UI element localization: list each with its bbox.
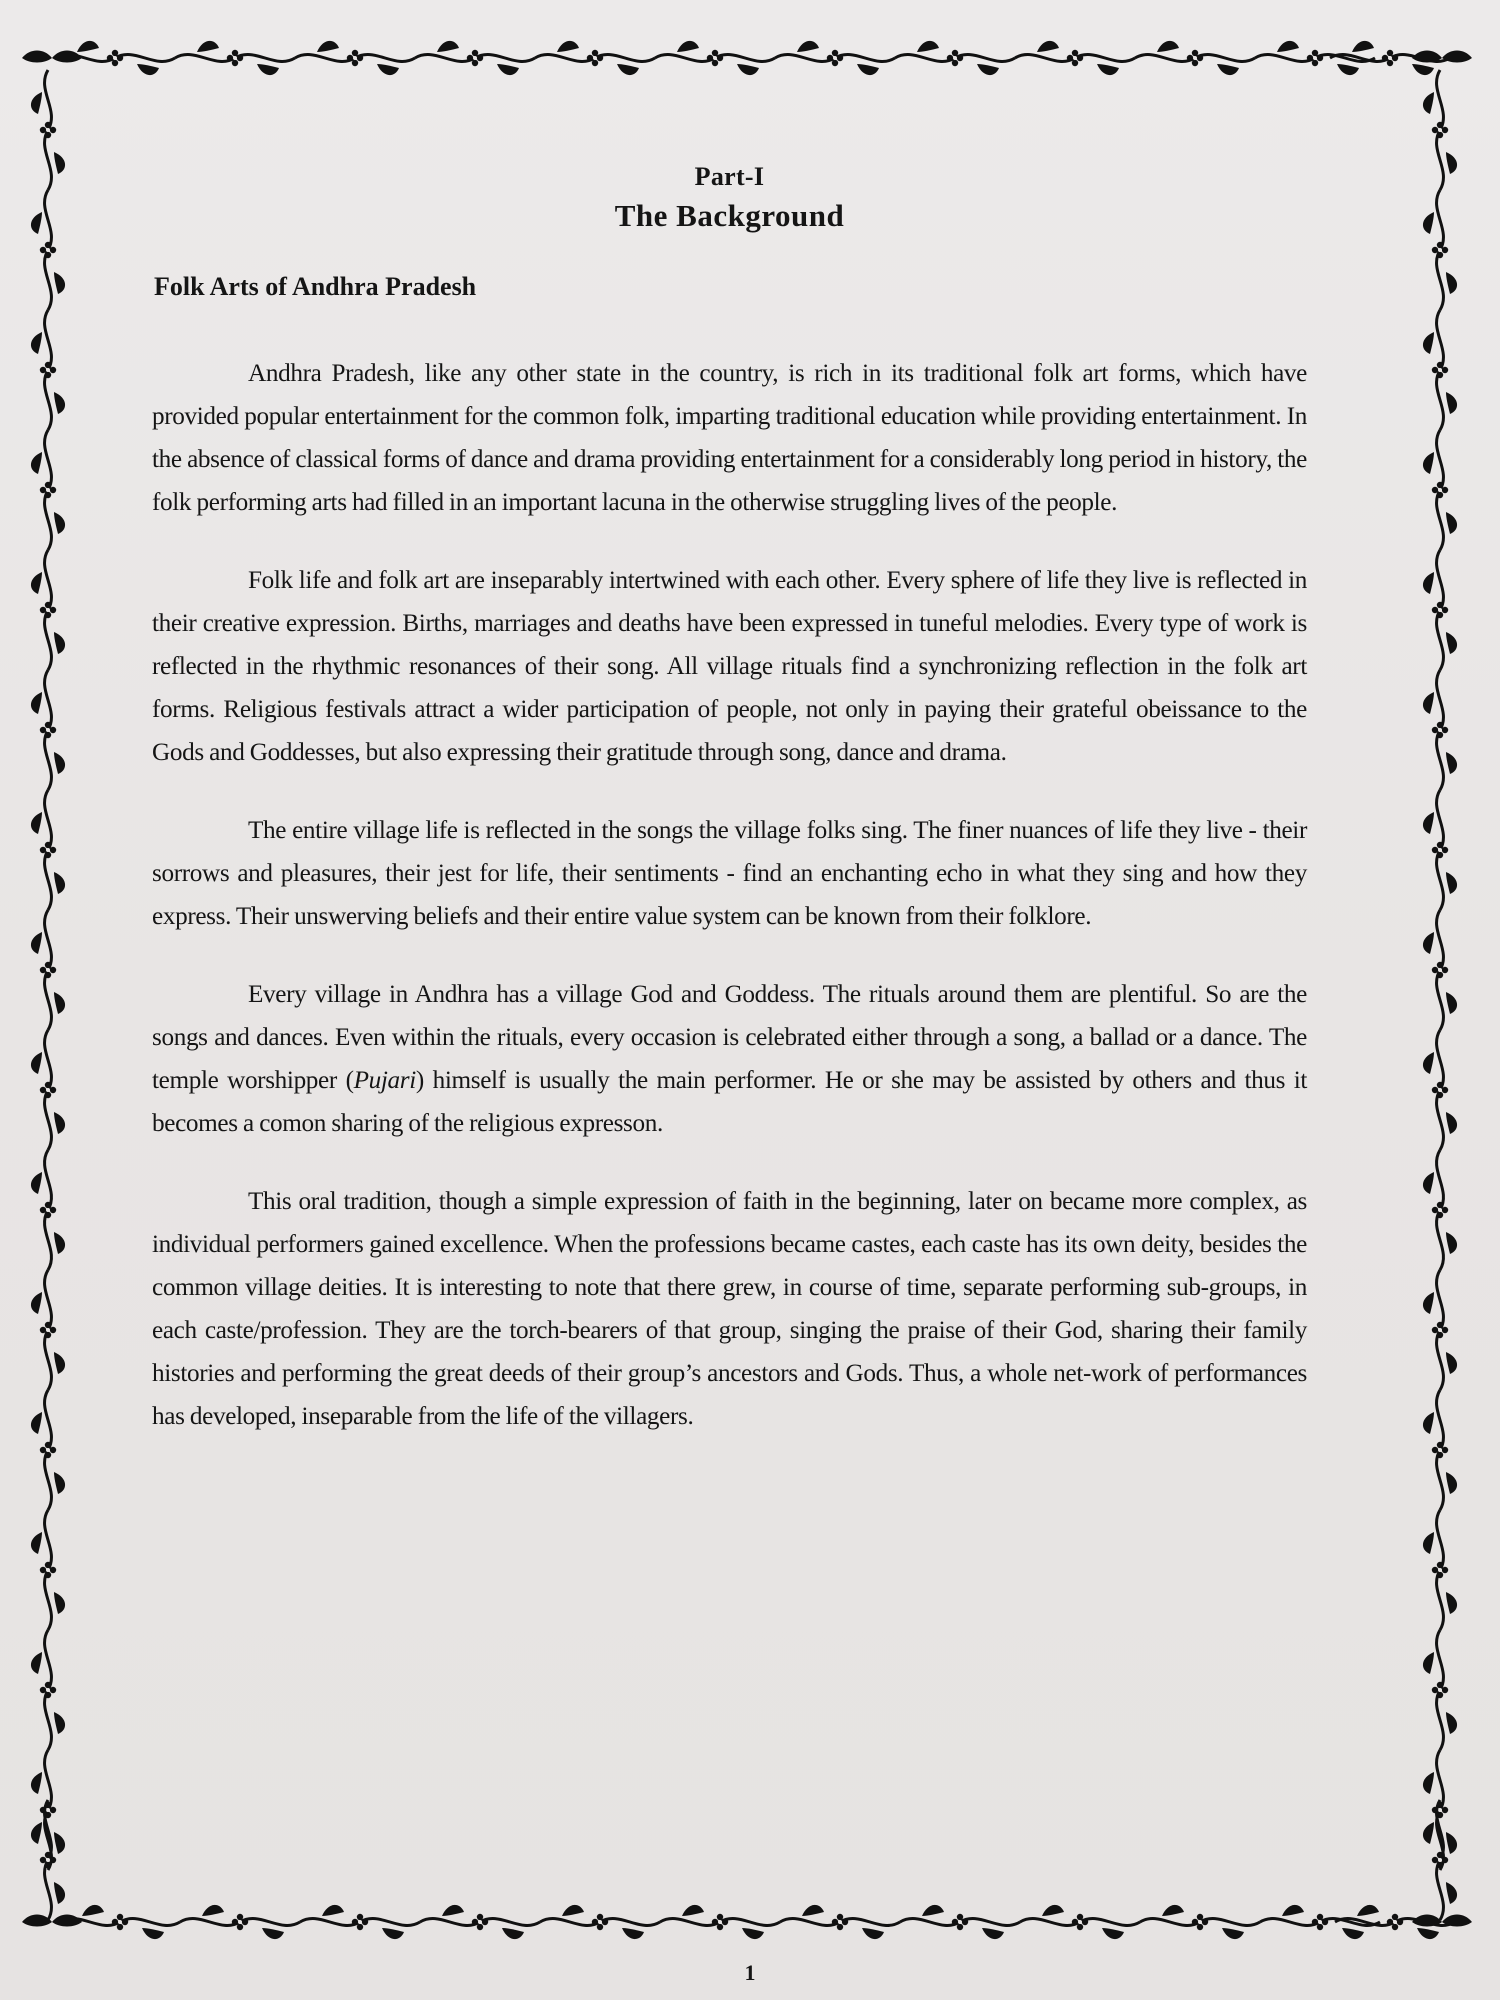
paragraph-1: Andhra Pradesh, like any other state in the country, is rich in its traditional folk art forms, which have provided popular entertainment for the common folk, imparting traditional education while providing entertainment. In the absence of classical forms of dance and drama providing entertainment for a considerably long period in history, the folk performing arts had filled in an important lacuna in the otherwise struggling lives of the people. xyxy=(152,360,1307,516)
corner-ornament-bottom-left xyxy=(22,1915,82,1927)
page-title: The Background xyxy=(614,198,845,233)
top-border-vine xyxy=(55,41,1450,75)
page-number: 1 xyxy=(744,1960,756,1985)
page-content xyxy=(152,150,1307,1438)
paragraph-3: The entire village life is reflected in the songs the village folks sing. The finer nuances of life they live - their sorrows and pleasures, their jest for life, their sentiments - find an enchanting echo in what they sing and how they express. Their unswerving beliefs and their entire value system can be known from their folklore. xyxy=(152,817,1307,930)
paragraph-4 xyxy=(152,973,1307,1145)
paragraph-4-text-before: Every village in Andhra has a village God and Goddess. The rituals around them are plentiful. So are the songs and dances. Even within the rituals, every occasion is celebrated either through a song, a ballad or a dance. The temple worshipper ( xyxy=(152,981,1307,1094)
part-label: Part-I xyxy=(694,162,765,191)
section-heading: Folk Arts of Andhra Pradesh xyxy=(154,272,477,301)
paragraph-5: This oral tradition, though a simple expression of faith in the beginning, later on became more complex, as individual performers gained excellence. When the professions became castes, each caste has its own deity, besides the common village deities. It is interesting to note that there grew, in course of time, separate performing sub-groups, in each caste/profession. They are the torch-bearers of that group, singing the praise of their God, sharing their family histories and performing the great deeds of their group’s ancestors and Gods. Thus, a whole net-work of performances has developed, inseparable from the life of the villagers. xyxy=(152,1188,1307,1430)
corner-ornament-top-left xyxy=(22,51,82,63)
right-border-vine xyxy=(1423,70,1457,1920)
paragraph-2: Folk life and folk art are inseparably intertwined with each other. Every sphere of life they live is reflected in their creative expression. Births, marriages and deaths have been expressed in tuneful melodies. Every type of work is reflected in the rhythmic resonances of their song. All village rituals find a synchronizing reflection in the folk art forms. Religious festivals attract a wider participation of people, not only in paying their grateful obeissance to the Gods and Goddesses, but also expressing their gratitude through song, dance and drama. xyxy=(152,567,1307,766)
pujari-term: Pujari xyxy=(353,1067,416,1094)
paragraph-4-text-after: ) himself is usually the main performer. He or she may be assisted by others and thus it becomes a comon sharing of the religious expresson. xyxy=(152,1067,1307,1137)
left-border-vine xyxy=(31,70,65,1920)
bottom-border-vine xyxy=(60,1905,1455,1939)
